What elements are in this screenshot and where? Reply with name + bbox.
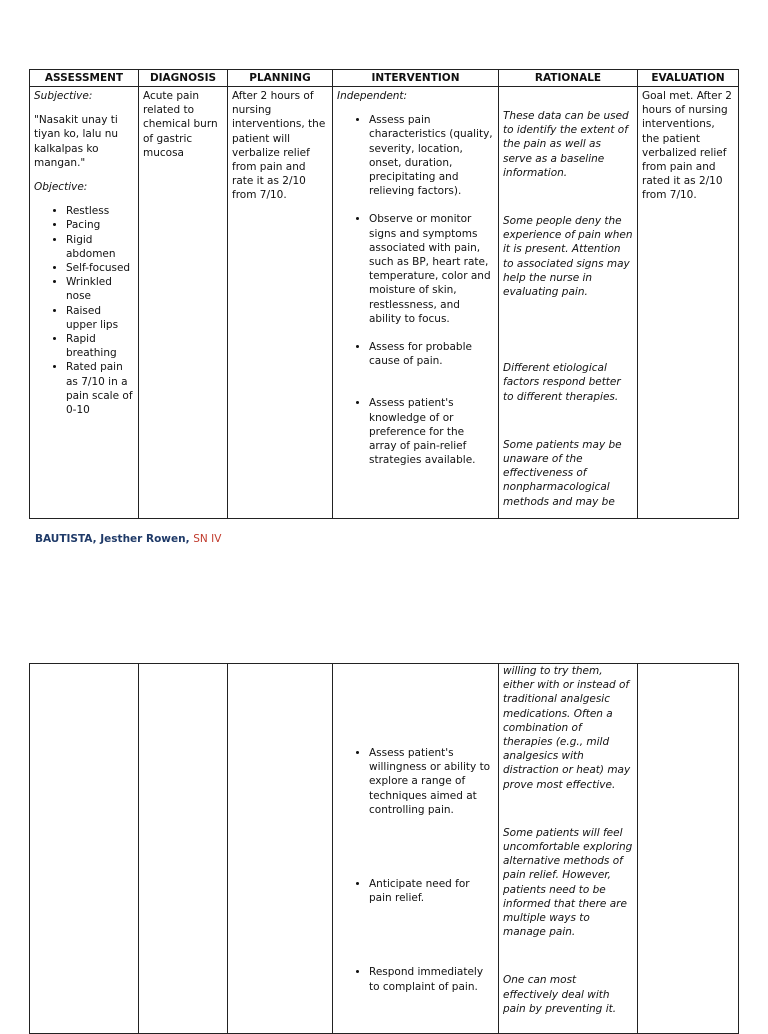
content-row — [30, 664, 739, 1034]
objective-item: • Self-focused — [66, 261, 134, 275]
intervention-item: • Observe or monitor signs and symptoms associated with pain, such as BP, heart rate, temperature, color and moisture of skin, restlessness, and ability to focus. — [369, 212, 494, 326]
author-level: SN IV — [193, 533, 222, 545]
rationale-item: Some patients may be unaware of the effectiveness of nonpharmacological methods and may be — [503, 438, 622, 508]
rationale-item: Some people deny the experience of pain when it is present. Attention to associated signs may help the nurse in evaluating pain. — [503, 215, 633, 299]
rationale-item: willing to try them, either with or instead of traditional analgesic medications. Often a combination of therapies (e.g., mild analgesics with distraction or heat) may prove most effective. — [503, 665, 631, 791]
author-line — [35, 532, 221, 546]
intervention-list — [337, 113, 494, 467]
objective-item: • Wrinkled nose — [66, 275, 134, 303]
assessment-cell — [30, 664, 139, 1034]
diagnosis-cell: Acute pain related to chemical burn of gastric mucosa — [139, 87, 228, 519]
intervention-item: • Anticipate need for pain relief. — [369, 877, 494, 905]
objective-item: • Raised upper lips — [66, 304, 134, 332]
content-row — [30, 87, 739, 519]
intervention-item: • Assess pain characteristics (quality, severity, location, onset, duration, precipitating and relieving factors). — [369, 113, 494, 198]
intervention-item: • Respond immediately to complaint of pain. — [369, 965, 494, 993]
subjective-quote: "Nasakit unay ti tiyan ko, lalu nu kalkalpas ko mangan." — [34, 114, 119, 169]
author-name: BAUTISTA, Jesther Rowen, — [35, 533, 190, 545]
rationale-item: Some patients will feel uncomfortable exploring alternative methods of pain relief. However, patients need to be informed that there are multiple ways to manage pain. — [503, 826, 633, 939]
intervention-cell — [333, 87, 499, 519]
objective-list — [34, 204, 134, 417]
planning-cell: After 2 hours of nursing interventions, the patient will verbalize relief from pain and rate it as 2/10 from 7/10. — [228, 87, 333, 519]
rationale-item: One can most effectively deal with pain by preventing it. — [503, 974, 617, 1015]
objective-item: • Pacing — [66, 218, 134, 232]
care-plan-table-page1 — [29, 69, 739, 519]
objective-item: • Rated pain as 7/10 in a pain scale of 0-10 — [66, 360, 134, 417]
subjective-label: Subjective: — [34, 90, 93, 102]
header-intervention: INTERVENTION — [333, 70, 499, 87]
intervention-cell — [333, 664, 499, 1034]
objective-item: • Restless — [66, 204, 134, 218]
intervention-item: • Assess patient's knowledge of or preference for the array of pain-relief strategies available. — [369, 396, 494, 467]
header-diagnosis: DIAGNOSIS — [139, 70, 228, 87]
objective-label: Objective: — [34, 181, 88, 194]
planning-cell — [228, 664, 333, 1034]
header-assessment: ASSESSMENT — [30, 70, 139, 87]
header-evaluation: EVALUATION — [638, 70, 739, 87]
objective-item: • Rapid breathing — [66, 332, 134, 360]
rationale-item: Different etiological factors respond better to different therapies. — [503, 362, 621, 403]
diagnosis-cell — [139, 664, 228, 1034]
header-row — [30, 70, 739, 87]
rationale-item: These data can be used to identify the extent of the pain as well as serve as a baseline information. — [503, 110, 629, 179]
care-plan-table-page2 — [29, 663, 739, 1034]
rationale-cell — [499, 664, 638, 1034]
intervention-list — [337, 746, 494, 994]
header-planning: PLANNING — [228, 70, 333, 87]
intervention-item: • Assess patient's willingness or ability to explore a range of techniques aimed at controlling pain. — [369, 746, 494, 817]
evaluation-cell — [638, 664, 739, 1034]
rationale-cell — [499, 87, 638, 519]
evaluation-cell: Goal met. After 2 hours of nursing interventions, the patient verbalized relief from pain and rated it as 2/10 from 7/10. — [638, 87, 739, 519]
header-rationale: RATIONALE — [499, 70, 638, 87]
objective-item: • Rigid abdomen — [66, 233, 134, 261]
intervention-item: • Assess for probable cause of pain. — [369, 340, 494, 368]
assessment-cell — [30, 87, 139, 519]
intervention-label: Independent: — [337, 90, 408, 102]
